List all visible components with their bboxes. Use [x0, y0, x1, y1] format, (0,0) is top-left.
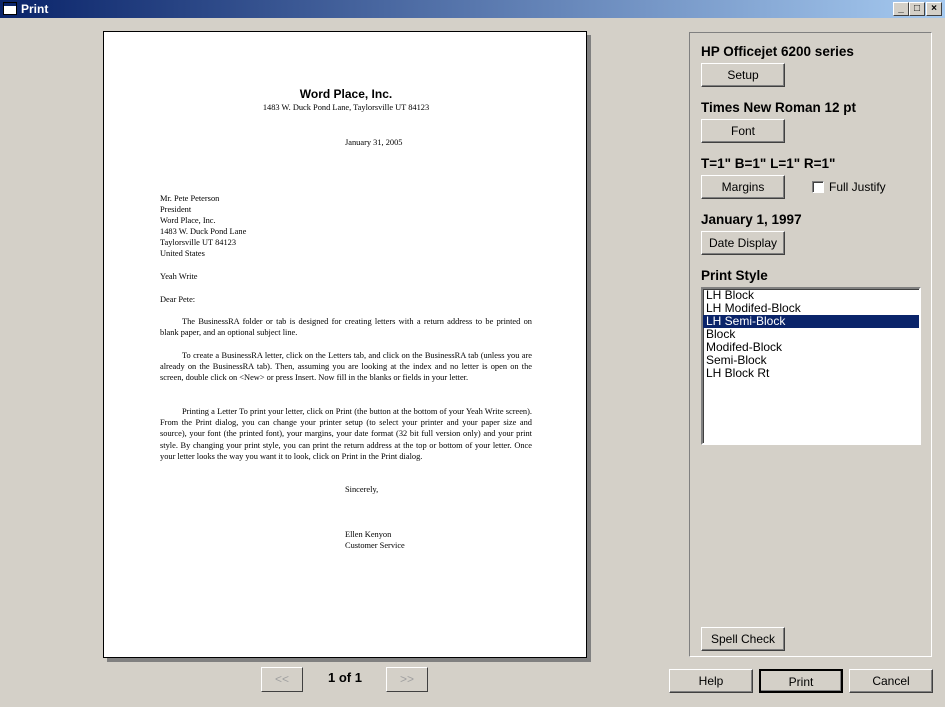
spell-check-button[interactable]: Spell Check	[701, 627, 785, 651]
maximize-button[interactable]: □	[909, 2, 925, 16]
date-value: January 1, 1997	[701, 212, 802, 227]
print-style-item[interactable]: LH Modifed-Block	[706, 301, 801, 315]
window-title: Print	[21, 2, 49, 16]
setup-button[interactable]: Setup	[701, 63, 785, 87]
window-icon	[3, 2, 17, 15]
print-preview-page	[103, 31, 587, 658]
recipient-line: United States	[160, 249, 205, 258]
signer-name: Ellen Kenyon	[345, 530, 392, 539]
page-count: 1 of 1	[328, 670, 362, 685]
minimize-button[interactable]: _	[893, 2, 909, 16]
print-style-item[interactable]: LH Block	[706, 288, 755, 302]
print-style-item-selected[interactable]: LH Semi-Block	[703, 315, 919, 328]
cancel-button[interactable]: Cancel	[849, 669, 933, 693]
print-button[interactable]: Print	[759, 669, 843, 693]
help-button[interactable]: Help	[669, 669, 753, 693]
recipient-line: President	[160, 205, 192, 214]
date-display-button[interactable]: Date Display	[701, 231, 785, 255]
print-style-item[interactable]: Semi-Block	[706, 353, 767, 367]
salutation: Dear Pete:	[160, 295, 196, 304]
margins-button[interactable]: Margins	[701, 175, 785, 199]
recipient-line: Taylorsville UT 84123	[160, 238, 237, 247]
full-justify-label: Full Justify	[829, 180, 886, 194]
recipient-line: Mr. Pete Peterson	[160, 194, 220, 203]
body-paragraph: The BusinessRA folder or tab is designed for creating letters with a return address to be printed on blank paper, and an optional subject line.	[160, 317, 532, 338]
full-justify-checkbox[interactable]	[812, 181, 824, 193]
print-style-item[interactable]: Block	[706, 327, 736, 341]
closing: Sincerely,	[345, 485, 379, 494]
company-name: Word Place, Inc.	[299, 87, 393, 101]
print-style-item[interactable]: LH Block Rt	[706, 366, 770, 380]
recipient-line: 1483 W. Duck Pond Lane	[160, 227, 247, 236]
letter-date: January 31, 2005	[345, 138, 403, 147]
print-style-list[interactable]	[701, 287, 921, 445]
font-name: Times New Roman 12 pt	[701, 100, 857, 115]
signer-title: Customer Service	[345, 541, 405, 550]
body-paragraph: Printing a Letter To print your letter, click on Print (the button at the bottom of your Yeah Write screen). From the Print dialog, you can change your printer setup (to select your printer and your paper size and source), your font (the printed font), your margins, your date format (32 bit full version only) and your print style. By changing your print style, you can print the return address at the top or bottom of your letter. Once your letter looks the way you want it to look, click on Print in the Print dialog.	[160, 407, 532, 461]
print-style-item[interactable]: Modifed-Block	[706, 340, 783, 354]
title-bar	[0, 0, 945, 18]
company-address: 1483 W. Duck Pond Lane, Taylorsville UT 84123	[262, 103, 430, 112]
print-settings-panel	[689, 32, 932, 657]
recipient-line: Word Place, Inc.	[160, 216, 216, 225]
printer-name: HP Officejet 6200 series	[701, 44, 854, 59]
previous-page-button[interactable]: <<	[261, 667, 303, 692]
next-page-button[interactable]: >>	[386, 667, 428, 692]
print-style-label: Print Style	[701, 268, 768, 283]
font-button[interactable]: Font	[701, 119, 785, 143]
close-button[interactable]: ×	[926, 2, 942, 16]
subject-line: Yeah Write	[160, 272, 198, 281]
margins-value: T=1" B=1" L=1" R=1"	[701, 156, 836, 171]
body-paragraph: To create a BusinessRA letter, click on the Letters tab, and click on the BusinessRA tab (unless you are already on the BusinessRA tab). Then, assuming you are looking at the index and no letter is open on the screen, double click on <New> or press Insert. Now fill in the blanks or fields in your letter.	[160, 351, 532, 383]
